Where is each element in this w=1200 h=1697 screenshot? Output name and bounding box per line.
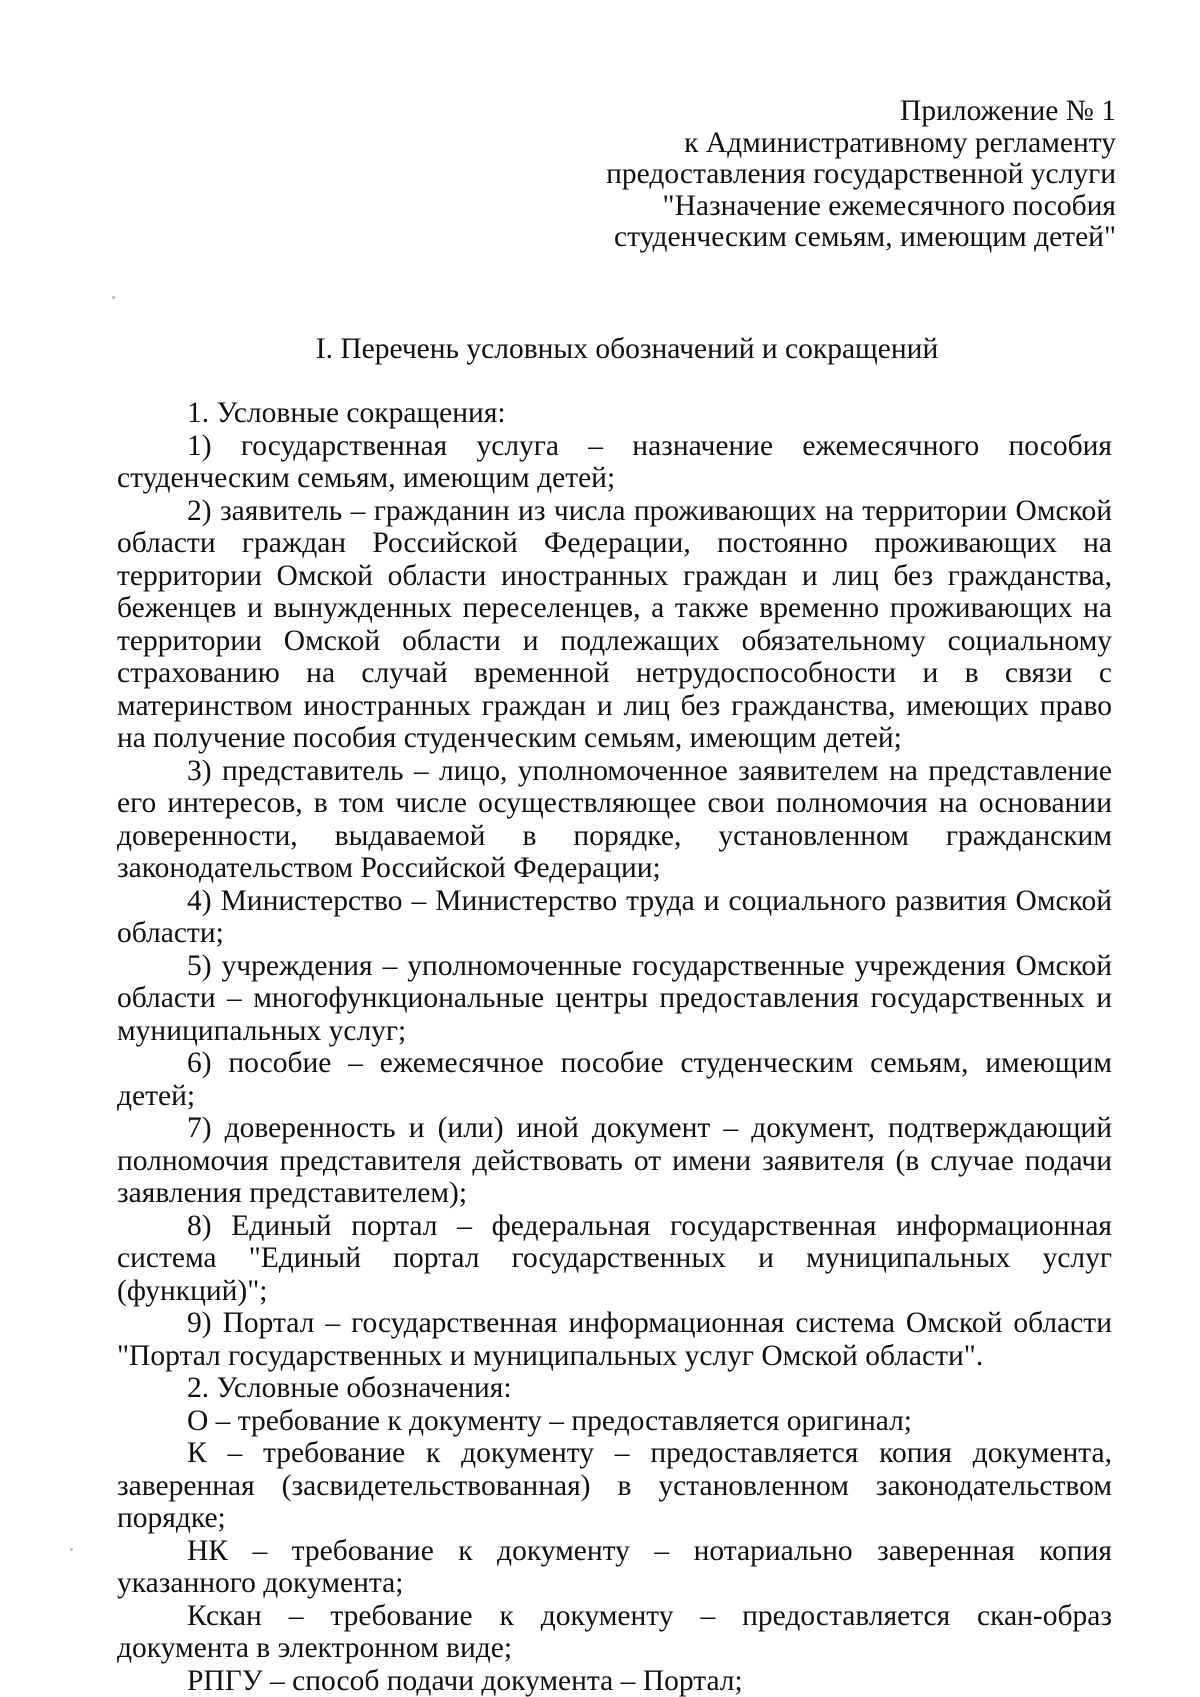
paragraph: 7) доверенность и (или) иной документ – документ, подтверждающий полномочия представителя действовать от имени заявителя (в случае подачи заявления представителем); — [117, 1112, 1112, 1209]
header-line: студенческим семьям, имеющим детей" — [613, 221, 1116, 253]
section-title: I. Перечень условных обозначений и сокращений — [315, 333, 939, 365]
paragraph: 2) заявитель – гражданин из числа проживающих на территории Омской области граждан Российской Федерации, постоянно проживающих на территории Омской области иностранных граждан и лиц без гражданства, беженцев и вынужденных переселенцев, а также временно проживающих на территории Омской области и подлежащих обязательному социальному страхованию на случай временной нетрудоспособности и в связи с материнством иностранных граждан и лиц без гражданства, имеющих право на получение пособия студенческим семьям, имеющим детей; — [117, 494, 1112, 754]
paragraph: 5) учреждения – уполномоченные государственные учреждения Омской области – многофункциональные центры предоставления государственных и муниципальных услуг; — [117, 949, 1112, 1047]
paragraph: 6) пособие – ежемесячное пособие студенческим семьям, имеющим детей; — [117, 1047, 1112, 1112]
paragraph: 8) Единый портал – федеральная государственная информационная система "Единый портал государственных и муниципальных услуг (функций)"; — [117, 1209, 1112, 1307]
scan-speck — [112, 296, 115, 299]
paragraph: НК – требование к документу – нотариально заверенная копия указанного документа; — [117, 1534, 1112, 1599]
paragraph: РПГУ – способ подачи документа – Портал; — [187, 1664, 743, 1697]
paragraph: 4) Министерство – Министерство труда и социального развития Омской области; — [117, 884, 1112, 949]
paragraph: 9) Портал – государственная информационная система Омской области "Портал государственных и муниципальных услуг Омской области". — [117, 1307, 1112, 1372]
paragraph: Кскан – требование к документу – предоставляется скан-образ документа в электронном виде; — [117, 1599, 1112, 1664]
header-line: предоставления государственной услуги — [606, 158, 1116, 190]
header-line: Приложение № 1 — [900, 95, 1116, 127]
paragraph: К – требование к документу – предоставляется копия документа, заверенная (засвидетельствованная) в установленном законодательством порядке; — [117, 1437, 1112, 1534]
scan-speck — [70, 1548, 73, 1551]
paragraph: 2. Условные обозначения: — [187, 1372, 512, 1404]
paragraph: 1. Условные сокращения: — [187, 397, 506, 429]
paragraph: О – требование к документу – предоставляется оригинал; — [187, 1404, 912, 1437]
header-line: "Назначение ежемесячного пособия — [662, 189, 1116, 222]
appendix-header — [476, 96, 1116, 254]
document-body — [117, 397, 1112, 1697]
paragraph: 1) государственная услуга – назначение ежемесячного пособия студенческим семьям, имеющим детей; — [117, 429, 1112, 494]
paragraph: 3) представитель – лицо, уполномоченное заявителем на представление его интересов, в том числе осуществляющее свои полномочия на основании доверенности, выдаваемой в порядке, установленном гражданским законодательством Российской Федерации; — [117, 754, 1112, 884]
header-line: к Административному регламенту — [684, 126, 1116, 159]
